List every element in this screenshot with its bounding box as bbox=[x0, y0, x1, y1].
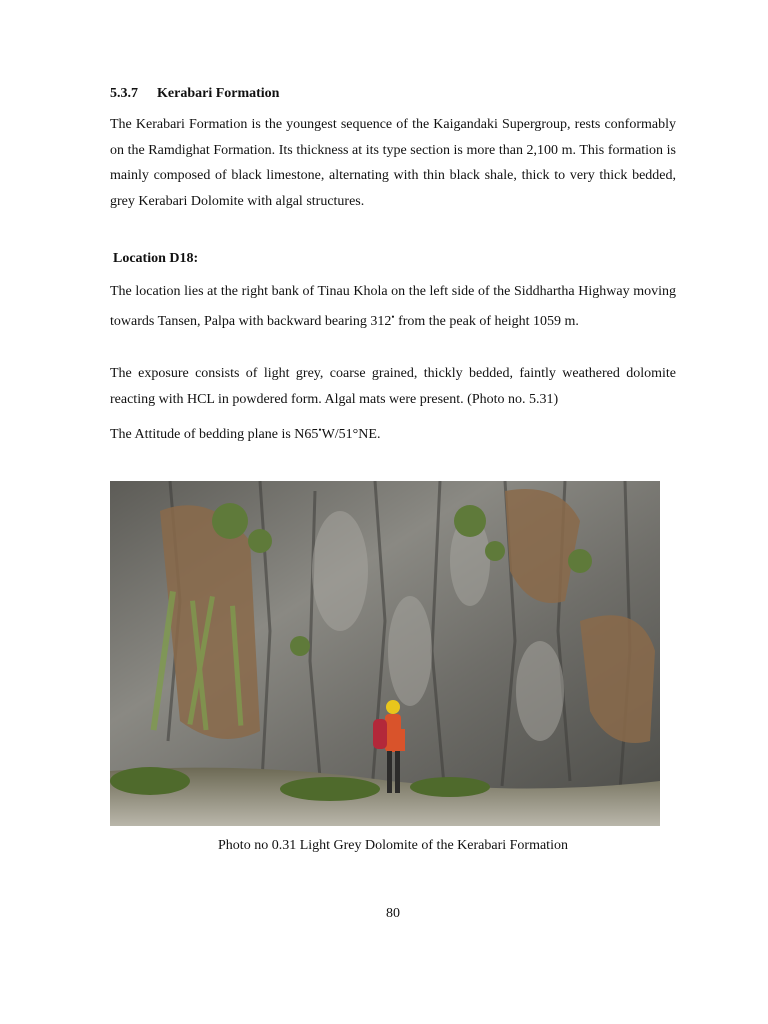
location-heading: Location D18: bbox=[113, 251, 199, 266]
location-description-text: The location lies at the right bank of Tinau Khola on the left side of the Siddhartha Highway moving towards Tansen, Palpa with backward bearing 312 bbox=[110, 284, 676, 329]
location-description-tail: from the peak of height 1059 m. bbox=[394, 313, 579, 329]
section-number: 5.3.7 bbox=[110, 86, 138, 101]
section-heading bbox=[110, 86, 676, 102]
photo-caption: Photo no 0.31 Light Grey Dolomite of the Kerabari Formation bbox=[218, 838, 568, 853]
section-title: Kerabari Formation bbox=[157, 86, 280, 101]
degree-mark: • bbox=[391, 311, 395, 322]
intro-paragraph: The Kerabari Formation is the youngest sequence of the Kaigandaki Supergroup, rests conformably on the Ramdighat Formation. Its thickness at its type section is more than 2,100 m. This formation is mainly composed of black limestone, alternating with thin black shale, thick to very thick bedded, grey Kerabari Dolomite with algal structures. bbox=[110, 117, 676, 209]
location-description bbox=[110, 279, 676, 334]
attitude-text: The Attitude of bedding plane is N65 bbox=[110, 427, 319, 442]
attitude-tail: W/51°NE. bbox=[321, 427, 381, 442]
page-number: 80 bbox=[386, 906, 400, 921]
attitude-paragraph bbox=[110, 418, 676, 448]
degree-mark: • bbox=[318, 425, 322, 435]
outcrop-photo bbox=[110, 481, 660, 826]
exposure-paragraph: The exposure consists of light grey, coarse grained, thickly bedded, faintly weathered dolomite reacting with HCL in powdered form. Algal mats were present. (Photo no. 5.31) bbox=[110, 366, 676, 407]
